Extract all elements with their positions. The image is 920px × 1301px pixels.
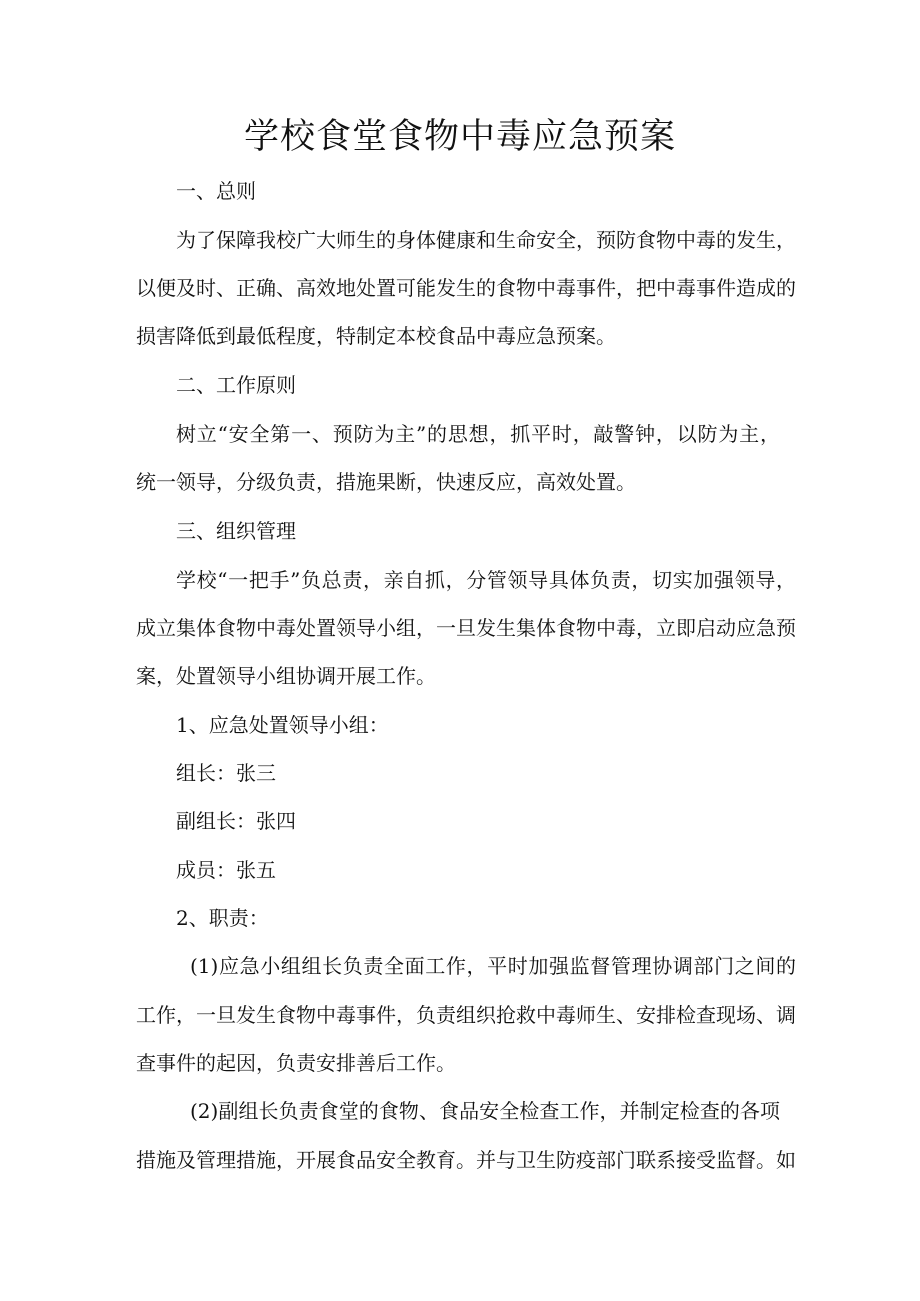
list-item: 组长：张三 (176, 761, 276, 785)
paragraph-line: 学校“一把手”负总责，亲自抓，分管领导具体负责，切实加强领导， (176, 568, 796, 592)
list-heading: 1、应急处置领导小组： (176, 713, 389, 737)
document-title: 学校食堂食物中毒应急预案 (243, 117, 676, 157)
paragraph-line: 工作，一旦发生食物中毒事件，负责组织抢救中毒师生、安排检查现场、调 (136, 1003, 796, 1027)
paragraph-line: 措施及管理措施，开展食品安全教育。并与卫生防疫部门联系接受监督。如 (136, 1148, 796, 1172)
list-item: 副组长：张四 (176, 809, 296, 833)
paragraph-line: 损害降低到最低程度，特制定本校食品中毒应急预案。 (136, 324, 616, 348)
paragraph-line: 为了保障我校广大师生的身体健康和生命安全，预防食物中毒的发生， (176, 228, 796, 252)
paragraph-line: (1)应急小组组长负责全面工作，平时加强监督管理协调部门之间的 (190, 954, 796, 978)
paragraph-line: 树立“安全第一、预防为主”的思想，抓平时，敲警钟，以防为主， (176, 422, 780, 446)
paragraph-line: 案，处置领导小组协调开展工作。 (136, 664, 436, 688)
heading-general: 一、总则 (176, 179, 256, 203)
list-item: 成员：张五 (176, 858, 276, 882)
paragraph-line: 统一领导，分级负责，措施果断，快速反应，高效处置。 (136, 470, 636, 494)
paragraph-line: 成立集体食物中毒处置领导小组，一旦发生集体食物中毒，立即启动应急预 (136, 616, 796, 640)
heading-principles: 二、工作原则 (176, 373, 296, 397)
paragraph-line: 查事件的起因，负责安排善后工作。 (136, 1051, 456, 1075)
paragraph-line: 以便及时、正确、高效地处置可能发生的食物中毒事件，把中毒事件造成的 (136, 276, 796, 300)
list-heading: 2、职责： (176, 906, 269, 930)
paragraph-line: (2)副组长负责食堂的食物、食品安全检查工作，并制定检查的各项 (190, 1099, 780, 1123)
heading-organization: 三、组织管理 (176, 519, 296, 543)
